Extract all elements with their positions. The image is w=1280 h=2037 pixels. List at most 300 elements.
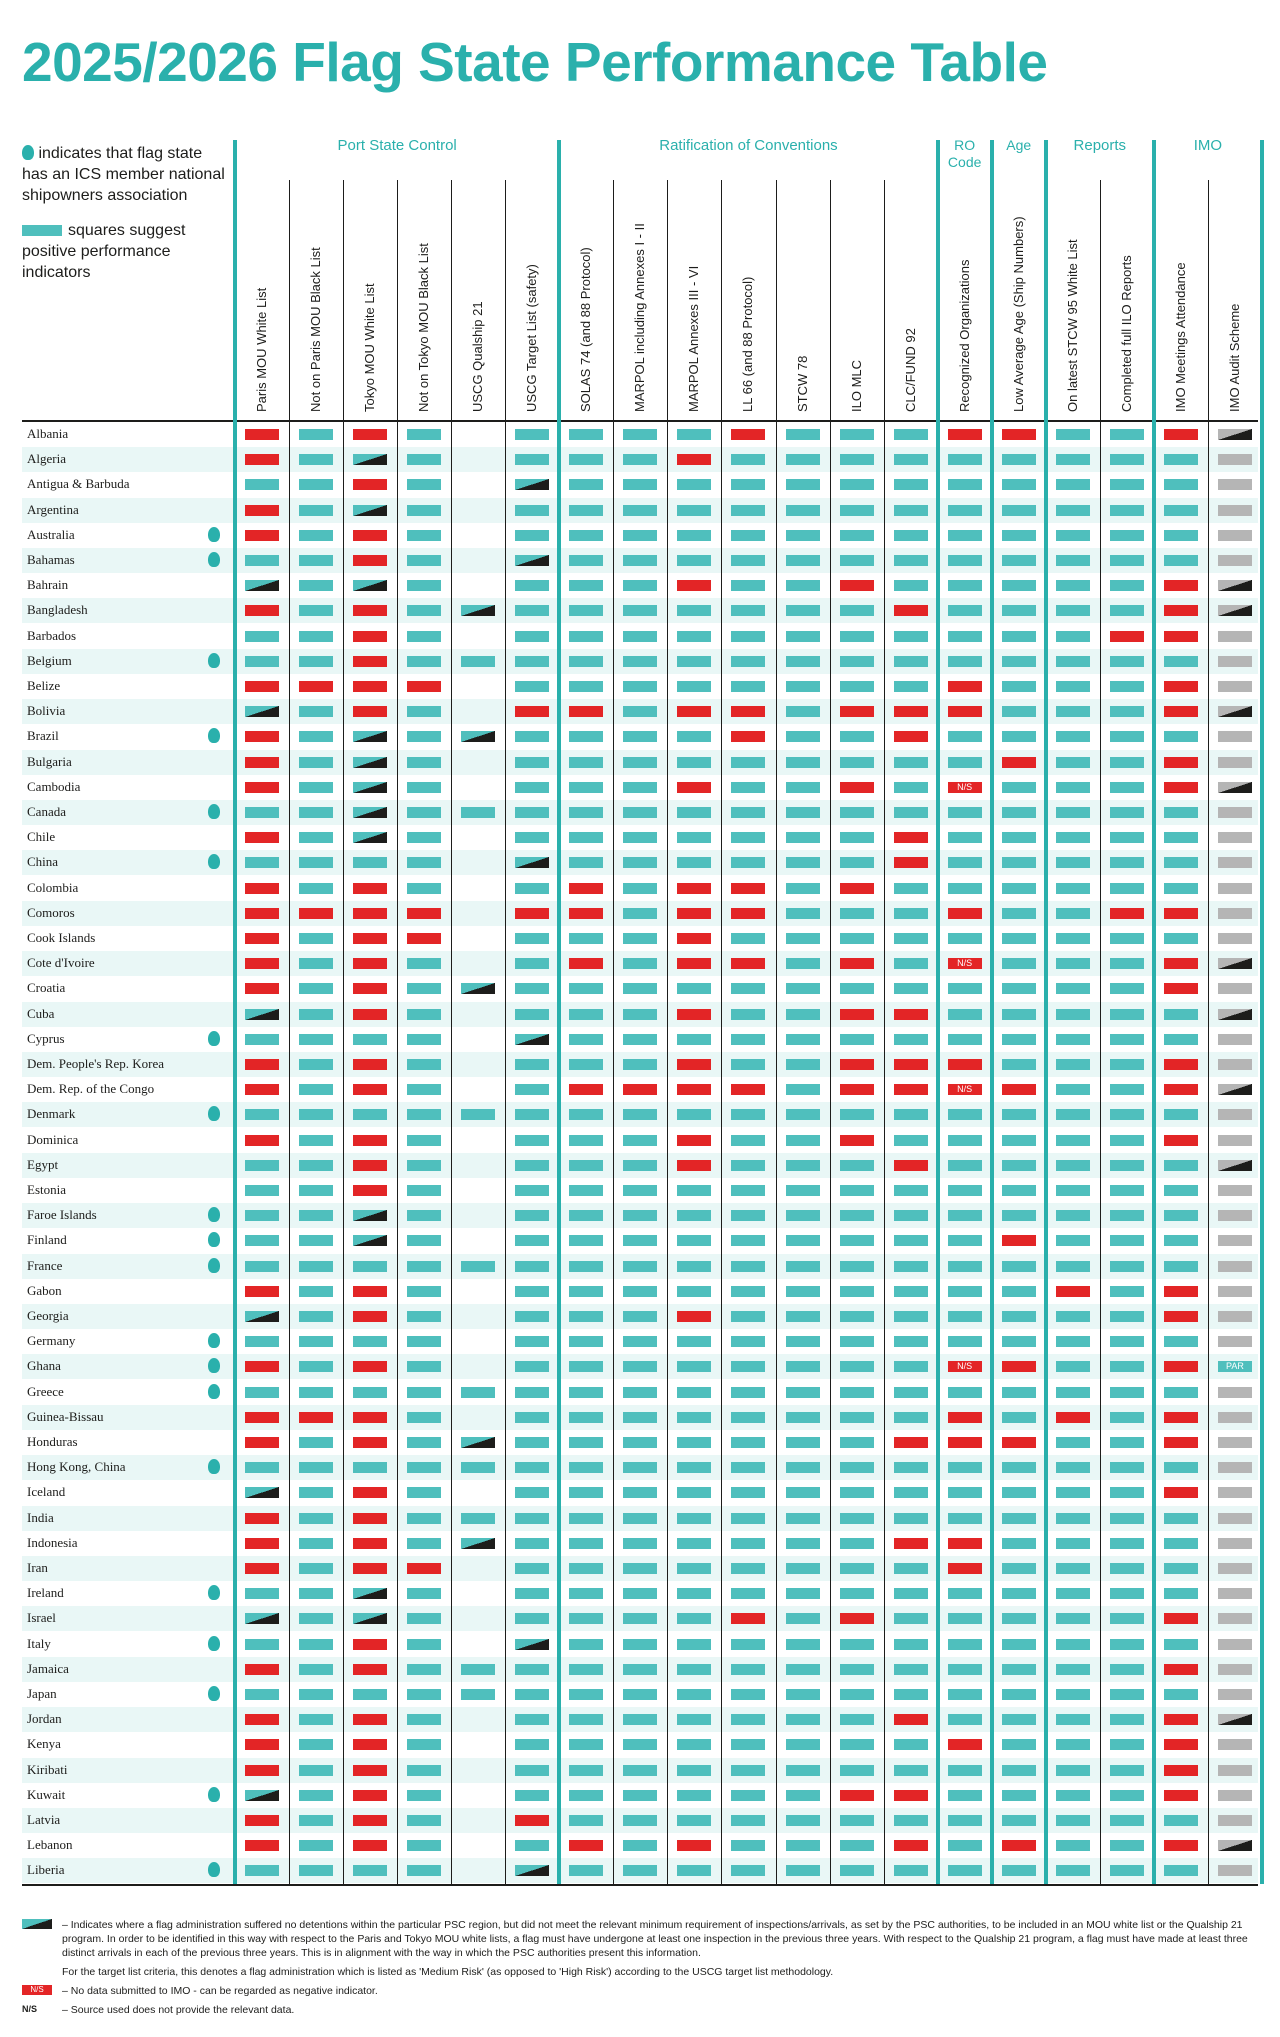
column-header: SOLAS 74 (and 88 Protocol) <box>578 247 594 412</box>
indicator-cell <box>299 1412 333 1423</box>
indicator-cell <box>407 706 441 717</box>
column-divider <box>776 180 777 1884</box>
indicator-cell <box>894 1639 928 1650</box>
indicator-cell <box>299 1513 333 1524</box>
indicator-cell <box>677 1235 711 1246</box>
indicator-cell <box>245 1311 279 1322</box>
indicator-cell <box>407 1790 441 1801</box>
indicator-cell <box>515 1462 549 1473</box>
indicator-cell <box>731 1059 765 1070</box>
indicator-cell <box>1110 1437 1144 1448</box>
indicator-cell <box>299 1311 333 1322</box>
indicator-cell <box>515 1639 549 1650</box>
table-row <box>22 1203 1258 1228</box>
indicator-cell <box>569 857 603 868</box>
indicator-cell <box>515 1084 549 1095</box>
indicator-cell <box>1164 983 1198 994</box>
indicator-cell <box>353 1765 387 1776</box>
indicator-cell <box>461 656 495 667</box>
indicator-cell <box>407 1815 441 1826</box>
indicator-cell <box>1218 807 1252 818</box>
indicator-cell <box>1002 958 1036 969</box>
indicator-cell <box>1110 580 1144 591</box>
footnote-text: – Source used does not provide the relevant data. <box>62 2004 295 2016</box>
indicator-cell <box>1164 1084 1198 1095</box>
indicator-cell <box>677 883 711 894</box>
indicator-cell <box>407 1059 441 1070</box>
indicator-cell <box>515 1311 549 1322</box>
indicator-cell <box>623 706 657 717</box>
indicator-cell <box>1218 1412 1252 1423</box>
indicator-cell <box>569 1034 603 1045</box>
indicator-cell <box>1110 1689 1144 1700</box>
indicator-cell <box>948 1689 982 1700</box>
indicator-cell <box>1164 1311 1198 1322</box>
indicator-cell <box>1218 1286 1252 1297</box>
indicator-cell <box>245 1210 279 1221</box>
country-name: Egypt <box>27 1156 59 1172</box>
table-row <box>22 1783 1258 1808</box>
country-name: Brazil <box>27 728 59 744</box>
country-name: Belgium <box>27 652 72 668</box>
indicator-cell <box>353 706 387 717</box>
indicator-cell <box>299 1361 333 1372</box>
indicator-cell <box>407 1387 441 1398</box>
indicator-cell <box>299 958 333 969</box>
indicator-cell <box>1002 883 1036 894</box>
indicator-cell <box>948 505 982 516</box>
indicator-cell <box>407 1613 441 1624</box>
indicator-cell <box>407 681 441 692</box>
indicator-cell <box>948 1336 982 1347</box>
indicator-cell <box>407 1689 441 1700</box>
indicator-cell <box>1218 706 1252 717</box>
indicator-cell <box>569 908 603 919</box>
indicator-cell <box>407 1639 441 1650</box>
indicator-cell <box>299 1790 333 1801</box>
indicator-cell <box>569 1765 603 1776</box>
indicator-cell <box>948 731 982 742</box>
indicator-cell <box>1002 1639 1036 1650</box>
indicator-cell <box>515 908 549 919</box>
indicator-cell <box>840 1765 874 1776</box>
indicator-cell <box>731 757 765 768</box>
indicator-cell <box>1164 1185 1198 1196</box>
indicator-cell <box>1164 1135 1198 1146</box>
indicator-cell <box>299 1185 333 1196</box>
indicator-cell <box>677 1639 711 1650</box>
footnote-text: For the target list criteria, this denotes a flag administration which is listed as 'Medium Risk' (as opposed to 'High Risk') according to the USCG target list methodology. <box>62 1966 834 1978</box>
indicator-cell <box>677 1261 711 1272</box>
indicator-cell <box>731 1286 765 1297</box>
indicator-cell <box>948 933 982 944</box>
indicator-cell <box>1218 429 1252 440</box>
indicator-cell <box>623 1487 657 1498</box>
indicator-cell <box>1164 1210 1198 1221</box>
indicator-cell <box>894 1135 928 1146</box>
column-header: ILO MLC <box>848 359 864 412</box>
indicator-cell <box>677 983 711 994</box>
indicator-cell <box>731 1009 765 1020</box>
indicator-cell <box>353 757 387 768</box>
indicator-cell <box>299 1059 333 1070</box>
indicator-cell <box>1164 479 1198 490</box>
indicator-cell <box>407 1664 441 1675</box>
indicator-cell <box>786 983 820 994</box>
member-drop-icon <box>208 527 220 542</box>
indicator-cell <box>1164 1437 1198 1448</box>
header-rule <box>22 420 1258 422</box>
indicator-cell <box>677 530 711 541</box>
indicator-cell <box>677 857 711 868</box>
indicator-cell <box>407 1336 441 1347</box>
indicator-cell <box>1002 1336 1036 1347</box>
indicator-cell <box>1164 429 1198 440</box>
indicator-cell <box>245 1135 279 1146</box>
indicator-cell <box>840 983 874 994</box>
indicator-cell <box>1164 555 1198 566</box>
indicator-cell <box>569 1790 603 1801</box>
indicator-cell <box>677 706 711 717</box>
indicator-cell <box>1056 1487 1090 1498</box>
indicator-cell <box>407 1034 441 1045</box>
indicator-cell <box>1164 1387 1198 1398</box>
indicator-cell <box>353 1588 387 1599</box>
member-drop-icon <box>208 1459 220 1474</box>
indicator-cell <box>1110 832 1144 843</box>
indicator-cell <box>245 757 279 768</box>
indicator-cell <box>569 1336 603 1347</box>
indicator-cell <box>515 1588 549 1599</box>
indicator-cell <box>1056 706 1090 717</box>
column-header: STCW 78 <box>794 355 810 412</box>
indicator-cell <box>948 1865 982 1876</box>
column-divider <box>343 180 344 1884</box>
indicator-cell <box>1218 857 1252 868</box>
indicator-cell <box>677 1135 711 1146</box>
indicator-cell <box>786 681 820 692</box>
indicator-cell <box>569 1286 603 1297</box>
column-divider <box>1100 180 1101 1884</box>
indicator-cell <box>299 1235 333 1246</box>
indicator-cell <box>948 1160 982 1171</box>
indicator-cell <box>1056 1689 1090 1700</box>
indicator-cell <box>245 505 279 516</box>
indicator-cell <box>1110 782 1144 793</box>
group-label: Port State Control <box>337 137 457 154</box>
indicator-cell <box>1164 1487 1198 1498</box>
table-row <box>22 699 1258 724</box>
table-row <box>22 1052 1258 1077</box>
indicator-cell: N/S <box>948 782 982 793</box>
indicator-cell <box>1164 1261 1198 1272</box>
indicator-cell <box>786 1034 820 1045</box>
indicator-cell <box>948 479 982 490</box>
indicator-cell <box>786 1588 820 1599</box>
column-header: LL 66 (and 88 Protocol) <box>740 276 756 412</box>
indicator-cell <box>1164 832 1198 843</box>
country-name: Cyprus <box>27 1030 65 1046</box>
indicator-cell <box>407 883 441 894</box>
indicator-cell <box>1002 1135 1036 1146</box>
indicator-cell <box>353 1815 387 1826</box>
table-row <box>22 1178 1258 1203</box>
indicator-cell <box>299 429 333 440</box>
indicator-cell <box>894 1261 928 1272</box>
indicator-cell <box>786 958 820 969</box>
indicator-cell <box>623 1135 657 1146</box>
indicator-cell <box>731 958 765 969</box>
indicator-cell <box>1056 1815 1090 1826</box>
indicator-cell <box>1218 1034 1252 1045</box>
table-row <box>22 825 1258 850</box>
member-drop-icon <box>208 653 220 668</box>
indicator-cell <box>353 908 387 919</box>
indicator-cell <box>731 1034 765 1045</box>
indicator-cell <box>407 958 441 969</box>
country-name: Croatia <box>27 980 66 996</box>
indicator-cell <box>1164 807 1198 818</box>
indicator-cell <box>1164 1361 1198 1372</box>
indicator-cell <box>515 857 549 868</box>
indicator-cell <box>677 605 711 616</box>
indicator-cell <box>623 530 657 541</box>
indicator-cell <box>894 1185 928 1196</box>
indicator-cell <box>515 1815 549 1826</box>
indicator-cell <box>1218 530 1252 541</box>
indicator-cell <box>1110 857 1144 868</box>
indicator-cell <box>569 580 603 591</box>
indicator-cell <box>1110 1387 1144 1398</box>
indicator-cell <box>245 631 279 642</box>
indicator-cell <box>623 1664 657 1675</box>
indicator-cell <box>894 1160 928 1171</box>
indicator-cell <box>731 555 765 566</box>
indicator-cell <box>407 983 441 994</box>
indicator-cell <box>299 1286 333 1297</box>
indicator-cell <box>948 429 982 440</box>
footnote <box>22 1965 1258 1979</box>
indicator-cell <box>1164 1790 1198 1801</box>
indicator-cell <box>299 631 333 642</box>
indicator-cell <box>569 706 603 717</box>
indicator-cell <box>515 631 549 642</box>
indicator-cell <box>623 1361 657 1372</box>
indicator-cell <box>407 1563 441 1574</box>
indicator-cell <box>623 505 657 516</box>
indicator-cell <box>1110 706 1144 717</box>
country-name: Dem. People's Rep. Korea <box>27 1056 165 1071</box>
indicator-cell <box>1218 1311 1252 1322</box>
indicator-cell <box>948 857 982 868</box>
indicator-cell <box>1110 1815 1144 1826</box>
indicator-cell <box>407 479 441 490</box>
indicator-cell <box>245 1387 279 1398</box>
column-divider <box>613 180 614 1884</box>
indicator-cell <box>731 1588 765 1599</box>
indicator-cell <box>840 1034 874 1045</box>
indicator-cell <box>840 782 874 793</box>
indicator-cell <box>1218 1185 1252 1196</box>
indicator-cell <box>569 555 603 566</box>
indicator-cell <box>677 731 711 742</box>
indicator-cell <box>840 933 874 944</box>
indicator-cell <box>461 1387 495 1398</box>
indicator-cell <box>677 631 711 642</box>
indicator-cell <box>245 1109 279 1120</box>
indicator-cell <box>623 1865 657 1876</box>
indicator-cell <box>840 429 874 440</box>
indicator-cell <box>569 1361 603 1372</box>
indicator-cell <box>1056 1563 1090 1574</box>
indicator-cell <box>353 1311 387 1322</box>
indicator-cell <box>1056 1261 1090 1272</box>
indicator-cell <box>1002 933 1036 944</box>
indicator-cell <box>353 1412 387 1423</box>
footnote <box>22 2003 1258 2017</box>
indicator-cell <box>840 1563 874 1574</box>
indicator-cell <box>948 1538 982 1549</box>
indicator-cell <box>569 1160 603 1171</box>
indicator-cell <box>461 731 495 742</box>
indicator-cell <box>1164 1286 1198 1297</box>
group-divider <box>936 140 940 1884</box>
member-drop-icon <box>208 1106 220 1121</box>
table-row <box>22 523 1258 548</box>
indicator-cell <box>1056 1437 1090 1448</box>
indicator-cell <box>299 1588 333 1599</box>
indicator-cell <box>623 1336 657 1347</box>
indicator-cell <box>731 505 765 516</box>
member-drop-icon <box>208 728 220 743</box>
indicator-cell <box>515 1487 549 1498</box>
indicator-cell <box>1056 807 1090 818</box>
indicator-cell <box>353 1185 387 1196</box>
country-name: Cuba <box>27 1005 55 1021</box>
indicator-cell <box>731 1487 765 1498</box>
column-divider <box>667 180 668 1884</box>
table-row <box>22 1279 1258 1304</box>
table-row <box>22 1632 1258 1657</box>
indicator-cell <box>840 1361 874 1372</box>
indicator-cell <box>245 1865 279 1876</box>
country-name: Iceland <box>27 1484 66 1500</box>
indicator-cell <box>1110 1513 1144 1524</box>
indicator-cell <box>948 1387 982 1398</box>
indicator-cell <box>894 757 928 768</box>
table-row <box>22 951 1258 976</box>
indicator-cell <box>1056 631 1090 642</box>
indicator-cell <box>1002 832 1036 843</box>
indicator-cell <box>623 1109 657 1120</box>
indicator-cell <box>569 1487 603 1498</box>
indicator-cell <box>786 1009 820 1020</box>
indicator-cell <box>515 605 549 616</box>
indicator-cell <box>623 1538 657 1549</box>
indicator-cell <box>407 580 441 591</box>
indicator-cell <box>299 656 333 667</box>
indicator-cell <box>1218 757 1252 768</box>
indicator-cell <box>1110 1639 1144 1650</box>
indicator-cell <box>299 1210 333 1221</box>
column-divider <box>830 180 831 1884</box>
indicator-cell <box>569 479 603 490</box>
indicator-cell <box>299 1487 333 1498</box>
indicator-cell <box>1110 555 1144 566</box>
indicator-cell <box>840 706 874 717</box>
indicator-cell <box>1164 1109 1198 1120</box>
indicator-cell <box>245 958 279 969</box>
indicator-cell <box>245 555 279 566</box>
indicator-cell <box>407 1286 441 1297</box>
table-row <box>22 1758 1258 1783</box>
indicator-cell <box>1002 1034 1036 1045</box>
indicator-cell <box>407 1840 441 1851</box>
table-row <box>22 724 1258 749</box>
indicator-cell <box>569 530 603 541</box>
indicator-cell <box>353 479 387 490</box>
indicator-cell <box>948 1513 982 1524</box>
indicator-cell <box>515 933 549 944</box>
indicator-cell <box>894 605 928 616</box>
table-row <box>22 1581 1258 1606</box>
indicator-cell <box>894 1387 928 1398</box>
indicator-cell <box>623 681 657 692</box>
indicator-cell <box>515 1034 549 1045</box>
indicator-cell <box>1056 1613 1090 1624</box>
indicator-cell <box>353 731 387 742</box>
table-row <box>22 1228 1258 1253</box>
indicator-cell <box>1218 1714 1252 1725</box>
indicator-cell <box>677 908 711 919</box>
indicator-cell <box>786 1109 820 1120</box>
indicator-cell <box>1110 1739 1144 1750</box>
table-row <box>22 1732 1258 1757</box>
indicator-cell <box>786 1513 820 1524</box>
indicator-cell <box>515 757 549 768</box>
indicator-cell <box>948 605 982 616</box>
indicator-cell <box>948 1034 982 1045</box>
indicator-cell <box>1218 1437 1252 1448</box>
country-name: Cambodia <box>27 778 81 794</box>
indicator-cell <box>786 757 820 768</box>
indicator-cell <box>569 1639 603 1650</box>
indicator-cell <box>894 706 928 717</box>
indicator-cell <box>786 605 820 616</box>
indicator-cell <box>840 1336 874 1347</box>
indicator-cell <box>1218 1084 1252 1095</box>
indicator-cell <box>245 908 279 919</box>
indicator-cell <box>1110 1563 1144 1574</box>
indicator-cell <box>1110 605 1144 616</box>
indicator-cell <box>1056 1714 1090 1725</box>
indicator-cell <box>1002 1790 1036 1801</box>
indicator-cell <box>1056 555 1090 566</box>
indicator-cell <box>677 1361 711 1372</box>
indicator-cell <box>515 1513 549 1524</box>
indicator-cell <box>353 1059 387 1070</box>
indicator-cell <box>731 1790 765 1801</box>
indicator-cell <box>1218 983 1252 994</box>
indicator-cell <box>786 1563 820 1574</box>
indicator-cell <box>1164 1639 1198 1650</box>
indicator-cell <box>786 1462 820 1473</box>
indicator-cell <box>840 555 874 566</box>
indicator-cell <box>840 1059 874 1070</box>
table-row <box>22 1102 1258 1127</box>
indicator-cell <box>1110 1034 1144 1045</box>
indicator-cell <box>786 731 820 742</box>
